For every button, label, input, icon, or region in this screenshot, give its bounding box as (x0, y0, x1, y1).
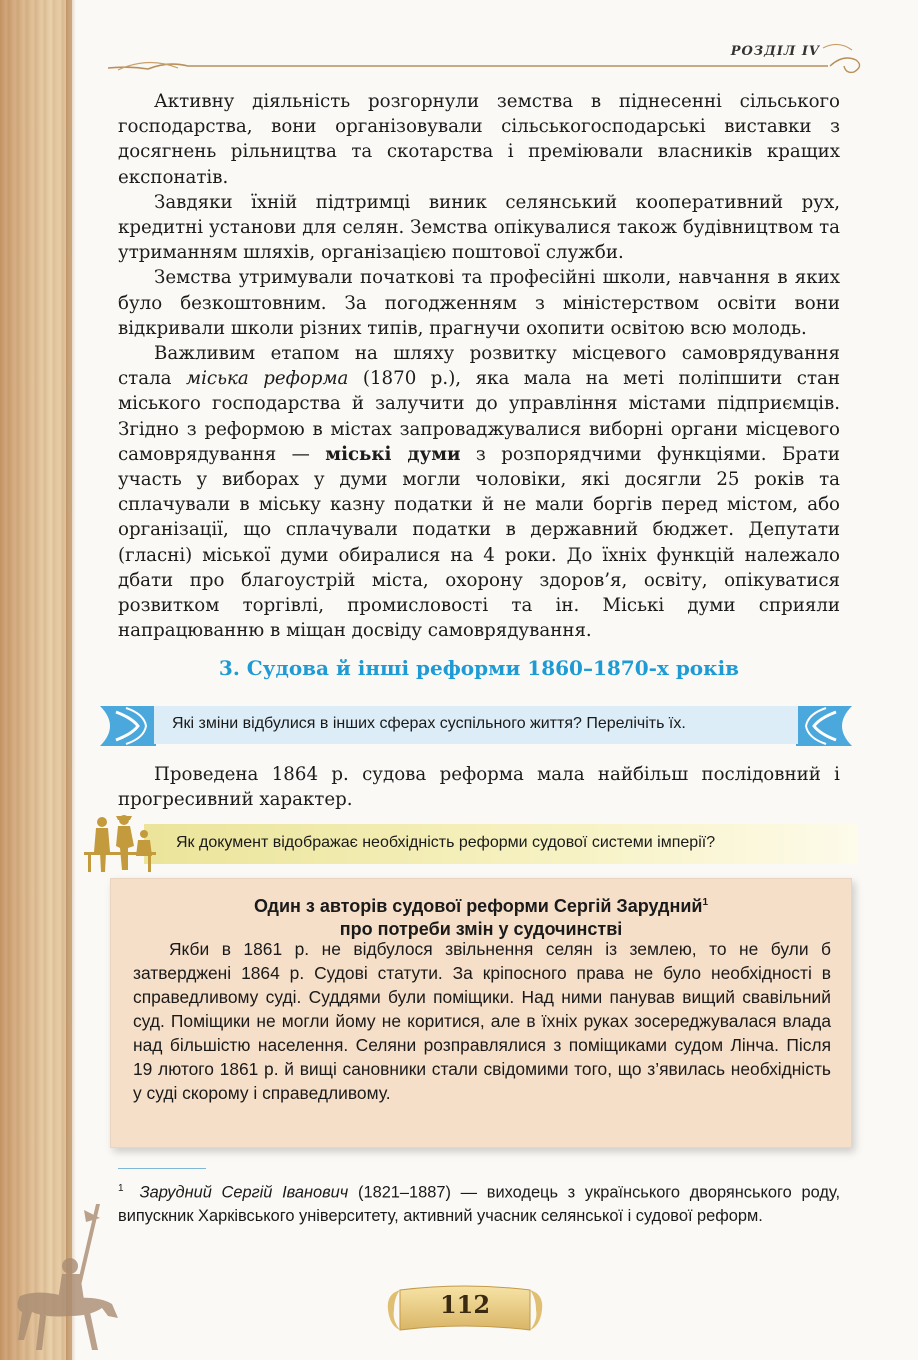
document-paragraph: Якби в 1861 р. не відбулося звільнення селян із землею, то не були б затверджені 1864 р. Судові статути. За кріпосного права не було необхідності в справедливому суді. Суддями були поміщики. Над ними панував вищий свавільний суд. Поміщики не могли йому не коритися, але в їхніх руках зосереджувалася влада над більшістю населення. Селяни розправлялися з поміщиками судом Лінча. Після 19 лютого 1861 р. й вищі сановники стали свідомими того, що з’явилась необхідність у суді скорому і справедливому. (133, 939, 831, 1103)
paragraph: Завдяки їхній підтримці виник селянський кооперативний рух, кредитні установи для селян. Земства опікувалися також будівництвом та утриманням шляхів, організацією поштової служби. (118, 191, 840, 264)
main-text (118, 89, 840, 643)
question-text: Які зміни відбулися в інших сферах суспільного життя? Перелічіть їх. (172, 715, 686, 732)
text-run: (1870 р.), яка мала на меті поліпшити стан міського господарства й залучити до управління містами підприємців. Згідно з реформою в містах запроваджувалися виборні органи місцевого самоврядування — (118, 368, 840, 465)
document-title (111, 891, 851, 941)
footnote (118, 1177, 840, 1228)
question-banner-yellow (78, 812, 858, 872)
question-text: Як документ відображає необхідність реформи судової системи імперії? (176, 834, 716, 851)
paragraph: Земства утримували початкові та професійні школи, навчання в яких було безкоштовним. За погодженням з міністерством освіти вони відкривали школи різних типів, прагнучи охопити освітою всю молодь. (118, 267, 840, 339)
page-number: 112 (439, 1290, 491, 1319)
footnote-name: Зарудний Сергій Іванович (139, 1183, 349, 1202)
document-excerpt (110, 878, 852, 1148)
question-banner-blue (96, 700, 856, 752)
footnote-number: 1 (118, 1183, 124, 1194)
text-run: з розпорядчими функціями. Брати участь у виборах у думи могли чоловіки, які досягли 25 років та сплачували в міську казну податки й не мали боргів перед містом, або організації, що сплачували податки в державний бюджет. Депутати (гласні) міської думи обиралися на 4 роки. До їхніх функцій належало дбати про благоустрій міста, охорону здоров’я, освіту, опікуватися розвитком торгівлі, промисловості та ін. Міські думи сприяли напрацюванню в міщан досвіду самоврядування. (118, 443, 840, 642)
wood-border-shadow (66, 0, 76, 1360)
paragraph-city-reform (118, 341, 840, 643)
term-italic: міська реформа (186, 368, 349, 390)
text-run: Важливим етапом на шляху розвитку місцевого самоврядування стала (118, 343, 840, 390)
footnote-ref[interactable]: 1 (702, 897, 709, 908)
footnote-text: (1821–1887) — виходець з українського дворянського роду, випускник Харківського університету, активний учасник селянської і судової реформ. (118, 1183, 840, 1226)
chapter-label: РОЗДІЛ IV (730, 44, 820, 59)
rider-silhouette-icon (0, 1200, 130, 1360)
footnote-divider (118, 1168, 206, 1169)
paragraph: Активну діяльність розгорнули земства в піднесенні сільського господарства, вони організовували сільськогосподарські виставки з досягнень рільництва та скотарства і преміювали власників кращих експонатів. (118, 91, 840, 188)
paragraph: Проведена 1864 р. судова реформа мала найбільш послідовний і прогресивний характер. (118, 764, 840, 811)
main-text-2 (118, 762, 840, 812)
document-title-line1: Один з авторів судової реформи Сергій Зарудний (253, 896, 703, 916)
wood-border-decoration (0, 0, 72, 1360)
section-heading: 3. Судова й інші реформи 1860–1870-х років (218, 656, 740, 680)
document-title-line2: про потреби змін у судочинстві (339, 919, 623, 939)
historians-icon (78, 812, 162, 874)
document-body (133, 937, 831, 1105)
term-bold: міські думи (325, 443, 461, 465)
